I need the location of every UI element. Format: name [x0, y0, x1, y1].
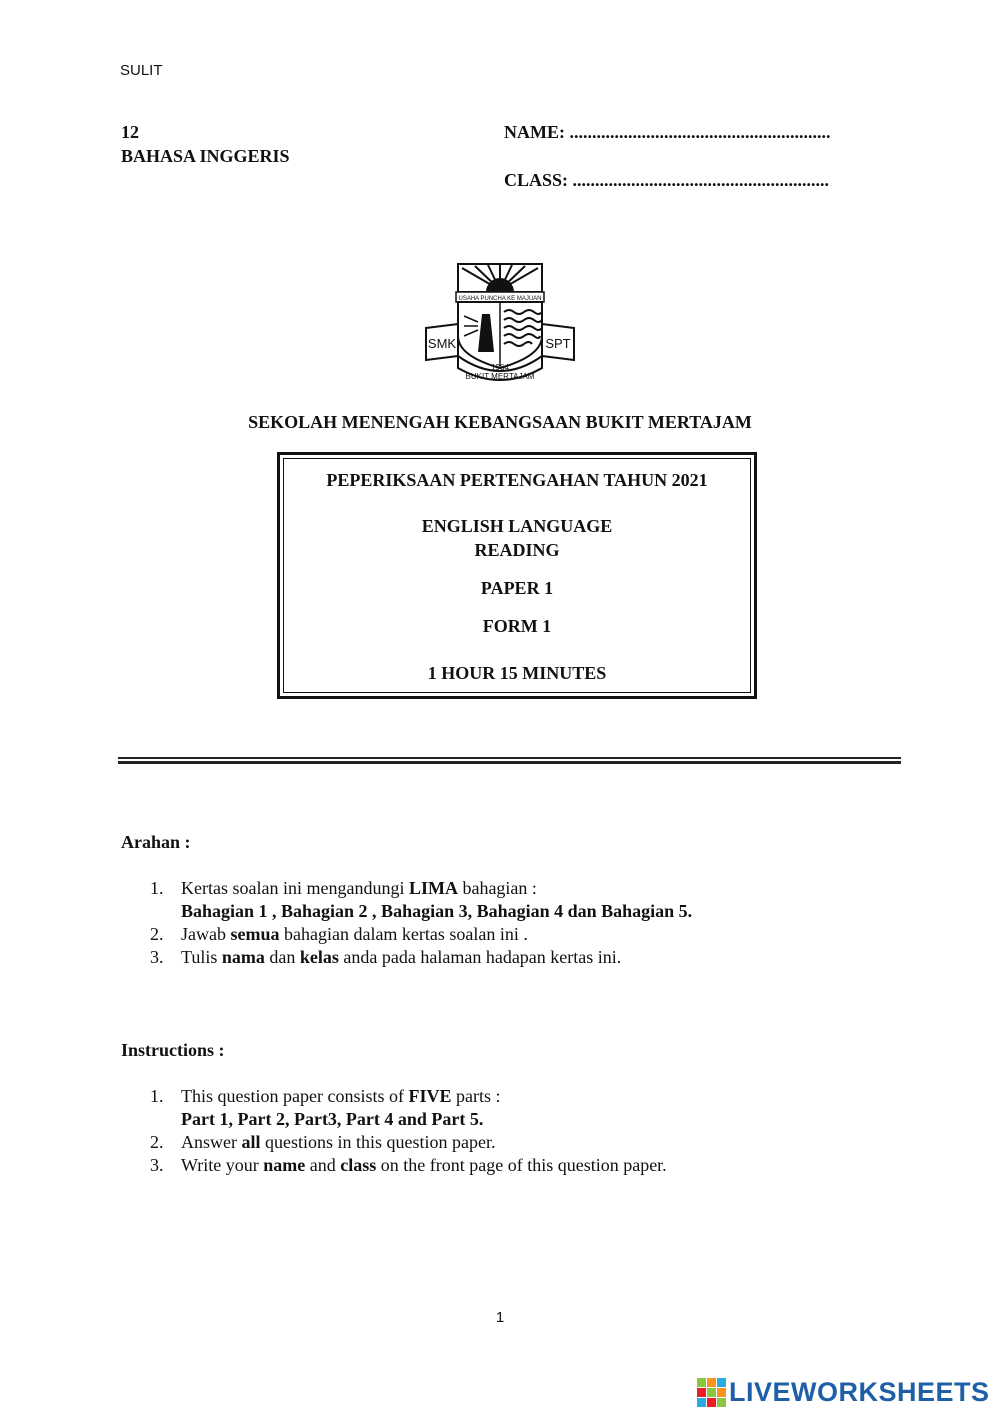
double-divider	[118, 757, 901, 765]
school-crest-logo	[420, 256, 580, 386]
item-text: Write your	[181, 1155, 264, 1175]
logo-motto: USAHA PUNCHA KE MAJUAN	[458, 296, 542, 302]
brand-name: LIVEWORKSHEETS	[729, 1377, 990, 1407]
brand-grid-cell	[717, 1378, 726, 1387]
subject-label: BAHASA INGGERIS	[121, 146, 290, 166]
paper-code: 12	[121, 122, 139, 142]
item-bold-line: Bahagian 1 , Bahagian 2 , Bahagian 3, Bahagian 4 dan Bahagian 5.	[181, 901, 693, 921]
name-field[interactable]: NAME: ..........................................................	[504, 122, 831, 142]
item-bold-line: Part 1, Part 2, Part3, Part 4 and Part 5.	[181, 1109, 484, 1129]
item-text: This question paper consists of	[181, 1086, 409, 1106]
logo-left-text: SMK	[427, 336, 457, 351]
arahan-list	[150, 877, 910, 969]
item-number: 3.	[150, 1155, 164, 1175]
item-text: Jawab	[181, 924, 231, 944]
item-number: 2.	[150, 924, 164, 944]
item-bold: name	[263, 1155, 306, 1175]
item-text: Answer	[181, 1132, 242, 1152]
exam-subject: ENGLISH LANGUAGE	[421, 516, 613, 536]
item-text: Kertas soalan ini mengandungi	[181, 878, 409, 898]
liveworksheets-brand[interactable]	[697, 1377, 990, 1408]
item-number: 1.	[150, 1086, 164, 1106]
instructions-heading: Instructions :	[121, 1040, 225, 1060]
list-item	[150, 923, 910, 946]
item-bold: semua	[230, 924, 280, 944]
logo-year: 1964	[491, 363, 509, 372]
item-text: dan	[264, 947, 300, 967]
list-item	[150, 877, 910, 923]
item-bold: all	[241, 1132, 261, 1152]
logo-right-text: SPT	[545, 336, 571, 351]
brand-grid-cell	[717, 1398, 726, 1407]
item-text: on the front page of this question paper.	[376, 1155, 667, 1175]
brand-grid-cell	[697, 1378, 706, 1387]
item-text: Tulis	[181, 947, 222, 967]
item-text: bahagian :	[457, 878, 537, 898]
item-text: questions in this question paper.	[260, 1132, 496, 1152]
arahan-heading: Arahan :	[121, 832, 191, 852]
brand-grid-cell	[707, 1398, 716, 1407]
list-item	[150, 1085, 910, 1131]
item-bold: class	[340, 1155, 377, 1175]
item-text: and	[305, 1155, 341, 1175]
brand-grid-cell	[717, 1388, 726, 1397]
exam-duration: 1 HOUR 15 MINUTES	[427, 663, 607, 683]
exam-component: READING	[474, 540, 560, 560]
item-text: bahagian dalam kertas soalan ini .	[279, 924, 528, 944]
exam-form: FORM 1	[482, 616, 552, 636]
item-number: 3.	[150, 947, 164, 967]
school-name: SEKOLAH MENENGAH KEBANGSAAN BUKIT MERTAJAM	[248, 412, 752, 432]
list-item	[150, 946, 910, 969]
brand-grid-icon	[697, 1378, 726, 1407]
list-item	[150, 1131, 910, 1154]
exam-paper: PAPER 1	[480, 578, 554, 598]
page-number: 1	[495, 1309, 505, 1326]
brand-grid-cell	[707, 1388, 716, 1397]
item-number: 1.	[150, 878, 164, 898]
item-text: anda pada halaman hadapan kertas ini.	[338, 947, 622, 967]
instructions-list	[150, 1085, 910, 1177]
item-text: parts :	[451, 1086, 501, 1106]
class-field[interactable]: CLASS: .........................................................	[504, 170, 830, 190]
item-bold: FIVE	[408, 1086, 452, 1106]
confidential-label: SULIT	[120, 62, 163, 79]
brand-grid-cell	[697, 1388, 706, 1397]
item-bold: nama	[221, 947, 265, 967]
brand-grid-cell	[697, 1398, 706, 1407]
logo-town: BUKIT MERTAJAM	[465, 372, 535, 381]
exam-title: PEPERIKSAAN PERTENGAHAN TAHUN 2021	[326, 470, 708, 490]
brand-grid-cell	[707, 1378, 716, 1387]
item-bold: kelas	[299, 947, 339, 967]
item-number: 2.	[150, 1132, 164, 1152]
list-item	[150, 1154, 910, 1177]
exam-info-box	[277, 452, 757, 699]
item-bold: LIMA	[408, 878, 458, 898]
